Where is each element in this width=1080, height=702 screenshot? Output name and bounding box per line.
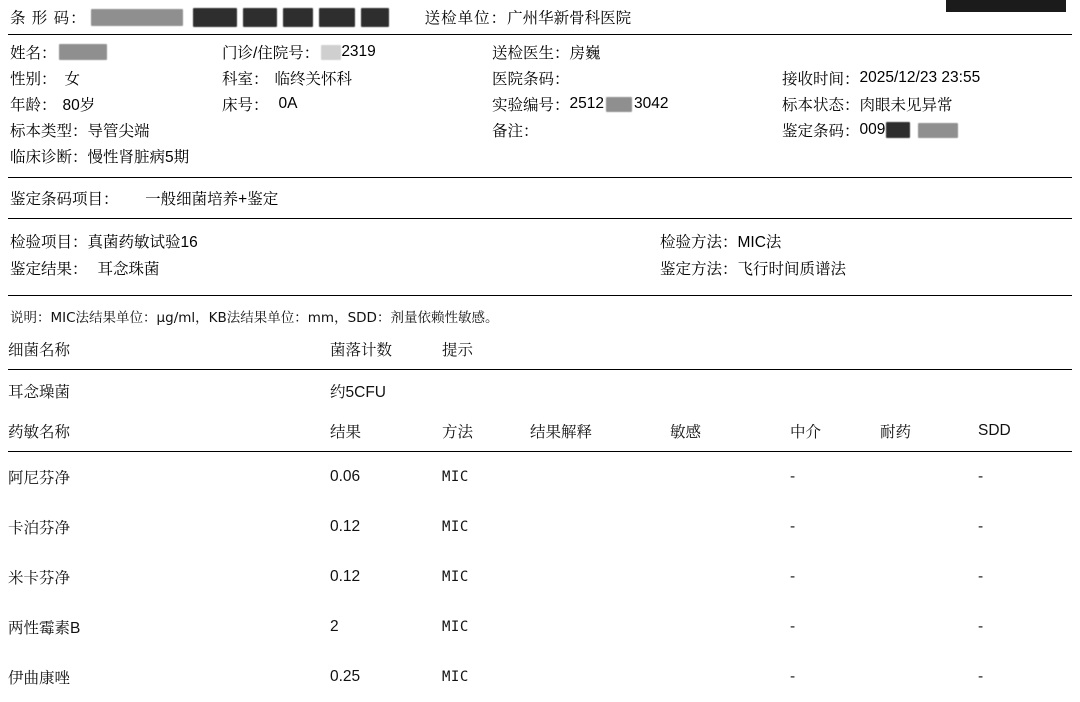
drug-sensitive (670, 502, 790, 552)
drug-result: 0.12 (330, 568, 361, 585)
drug-rows (8, 452, 1072, 702)
id-barcode-field (782, 119, 1070, 141)
age-label: 年龄： (10, 97, 57, 114)
table-row (8, 652, 1072, 702)
drug-intermediate: - (790, 468, 796, 485)
info-row-3 (10, 93, 1070, 119)
exam-method-label: 检验方法： (660, 233, 738, 251)
hospital-barcode-label: 医院条码： (492, 71, 570, 88)
barcode-redaction-6 (361, 8, 389, 27)
diagnosis-field (10, 145, 530, 167)
organism-name: 耳念璪菌 (8, 384, 71, 401)
doctor-field (492, 41, 782, 63)
drug-name: 卡泊芬净 (8, 520, 71, 537)
drug-resistant (880, 452, 978, 502)
exam-item-line (10, 227, 660, 254)
organism-rows (8, 370, 1072, 414)
barcode-redaction-1 (91, 9, 183, 26)
exam-id-method-value: 飞行时间质谱法 (737, 260, 847, 278)
drug-sensitive (670, 652, 790, 702)
department-label: 科室： (222, 71, 269, 88)
drug-header-sensitive: 敏感 (670, 424, 702, 441)
exam-id-method-label: 鉴定方法： (660, 260, 738, 278)
organism-header-count: 菌落计数 (330, 342, 393, 359)
table-row (8, 370, 1072, 414)
lab-no-label: 实验编号： (492, 97, 570, 114)
barcode-redaction-2 (193, 8, 237, 27)
barcode-item-label: 鉴定条码项目： (10, 191, 119, 208)
exam-method-value: MIC法 (737, 233, 782, 251)
age-value: 80岁 (62, 97, 96, 114)
diagnosis-label: 临床诊断： (10, 149, 88, 166)
drug-intermediate: - (790, 668, 796, 685)
sending-unit-value: 广州华新骨科医院 (507, 10, 632, 27)
drug-header-method: 方法 (442, 424, 474, 441)
drug-header-result: 结果 (330, 424, 362, 441)
age-field (10, 93, 222, 115)
table-row (8, 502, 1072, 552)
info-row-2 (10, 67, 1070, 93)
drug-sensitive (670, 552, 790, 602)
organism-tip (442, 370, 1072, 414)
hospital-barcode-field (492, 67, 782, 89)
id-barcode-redaction-1 (886, 122, 910, 138)
name-label: 姓名： (10, 45, 57, 62)
drug-result: 0.06 (330, 468, 361, 485)
drug-header-name: 药敏名称 (8, 424, 71, 441)
organism-table-header (8, 332, 1072, 369)
specimen-state-label: 标本状态： (782, 97, 860, 114)
bed-no-value: 0A (278, 95, 298, 112)
drug-name: 伊曲康唑 (8, 670, 71, 687)
drug-sdd: - (978, 518, 984, 535)
drug-result: 0.12 (330, 518, 361, 535)
drug-sdd: - (978, 468, 984, 485)
drug-sdd: - (978, 568, 984, 585)
specimen-type-label: 标本类型： (10, 123, 88, 140)
drug-interpretation (530, 502, 670, 552)
table-row (8, 552, 1072, 602)
exam-item-label: 检验项目： (10, 233, 88, 251)
organism-header-tip: 提示 (442, 342, 474, 359)
visit-no-field (222, 41, 492, 63)
lab-no-value-tail: 3042 (634, 95, 669, 112)
exam-right (660, 227, 1070, 281)
drug-sensitive (670, 602, 790, 652)
id-barcode-redaction-2 (918, 123, 958, 138)
barcode-redaction-3 (243, 8, 277, 27)
doctor-value: 房巍 (569, 45, 601, 62)
department-value: 临终关怀科 (274, 71, 353, 88)
info-row-4 (10, 119, 1070, 145)
drug-name: 米卡芬净 (8, 570, 71, 587)
official-stamp-redaction (946, 0, 1066, 12)
drug-method: MIC (442, 569, 469, 585)
exam-result-label: 鉴定结果： (10, 260, 88, 278)
sending-unit-label: 送检单位： (424, 10, 508, 27)
drug-intermediate: - (790, 568, 796, 585)
barcode-item-line (8, 178, 1072, 218)
exam-id-method-line (660, 254, 1070, 281)
specimen-type-value: 导管尖端 (87, 123, 150, 140)
specimen-state-value: 肉眼未见异常 (859, 97, 953, 114)
gender-value: 女 (64, 71, 81, 88)
drug-result: 2 (330, 618, 339, 635)
barcode-redaction-4 (283, 8, 313, 27)
exam-item-value: 真菌药敏试验16 (87, 233, 198, 251)
exam-block (8, 219, 1072, 283)
drug-sdd: - (978, 668, 984, 685)
doctor-label: 送检医生： (492, 45, 570, 62)
drug-header-interpretation: 结果解释 (530, 424, 593, 441)
drug-table-header (8, 414, 1072, 451)
drug-name: 阿尼芬净 (8, 470, 71, 487)
unit-note: 说明：MIC法结果单位：μg/ml，KB法结果单位：mm，SDD：剂量依赖性敏感。 (10, 310, 499, 326)
drug-method: MIC (442, 669, 469, 685)
drug-interpretation (530, 552, 670, 602)
drug-method: MIC (442, 619, 469, 635)
gender-label: 性别： (10, 71, 57, 88)
patient-info (8, 35, 1072, 177)
organism-count: 约5CFU (330, 384, 386, 401)
drug-header-intermediate: 中介 (790, 424, 822, 441)
barcode-redaction-5 (319, 8, 355, 27)
drug-resistant (880, 502, 978, 552)
drug-resistant (880, 652, 978, 702)
department-field (222, 67, 492, 89)
name-redaction (59, 44, 107, 60)
id-barcode-value: 009 (859, 121, 886, 138)
drug-resistant (880, 602, 978, 652)
drug-intermediate: - (790, 618, 796, 635)
lab-no-redaction (606, 97, 632, 112)
drug-sensitive (670, 452, 790, 502)
id-barcode-label: 鉴定条码： (782, 123, 860, 140)
drug-name: 两性霉素B (8, 620, 81, 637)
gender-field (10, 67, 222, 89)
drug-interpretation (530, 602, 670, 652)
exam-result-line (10, 254, 660, 281)
drug-interpretation (530, 452, 670, 502)
drug-interpretation (530, 652, 670, 702)
lab-no-field (492, 93, 782, 115)
drug-result: 0.25 (330, 668, 361, 685)
drug-resistant (880, 552, 978, 602)
exam-method-line (660, 227, 1070, 254)
drug-header-resistant: 耐药 (880, 424, 912, 441)
table-row (8, 452, 1072, 502)
remark-label: 备注： (492, 123, 539, 140)
drug-sdd: - (978, 618, 984, 635)
drug-header-sdd: SDD (978, 422, 1011, 439)
lab-no-value: 2512 (569, 95, 604, 112)
diagnosis-value: 慢性肾脏病5期 (87, 149, 190, 166)
info-row-1 (10, 41, 1070, 67)
receive-time-field (782, 67, 1070, 89)
table-row (8, 602, 1072, 652)
drug-method: MIC (442, 469, 469, 485)
name-field (10, 41, 222, 63)
barcode-line (8, 0, 1072, 34)
exam-result-value: 耳念珠菌 (97, 260, 160, 278)
remark-field (492, 119, 782, 141)
bed-no-field (222, 93, 492, 115)
specimen-state-field (782, 93, 1070, 115)
barcode-item-value: 一般细菌培养+鉴定 (145, 191, 279, 208)
bed-no-label: 床号： (222, 97, 269, 114)
visit-no-value: 2319 (341, 43, 376, 60)
receive-time-value: 2025/12/23 23:55 (859, 69, 981, 86)
barcode-label: 条 形 码： (10, 10, 87, 27)
drug-method: MIC (442, 519, 469, 535)
organism-table (8, 332, 1072, 369)
drug-table (8, 414, 1072, 451)
info-row-5 (10, 145, 1070, 171)
exam-left (10, 227, 660, 281)
drug-intermediate: - (790, 518, 796, 535)
receive-time-label: 接收时间： (782, 71, 860, 88)
organism-header-name: 细菌名称 (8, 342, 71, 359)
specimen-type-field (10, 119, 222, 141)
visit-no-label: 门诊/住院号： (222, 45, 320, 62)
visit-no-redaction (321, 45, 341, 60)
